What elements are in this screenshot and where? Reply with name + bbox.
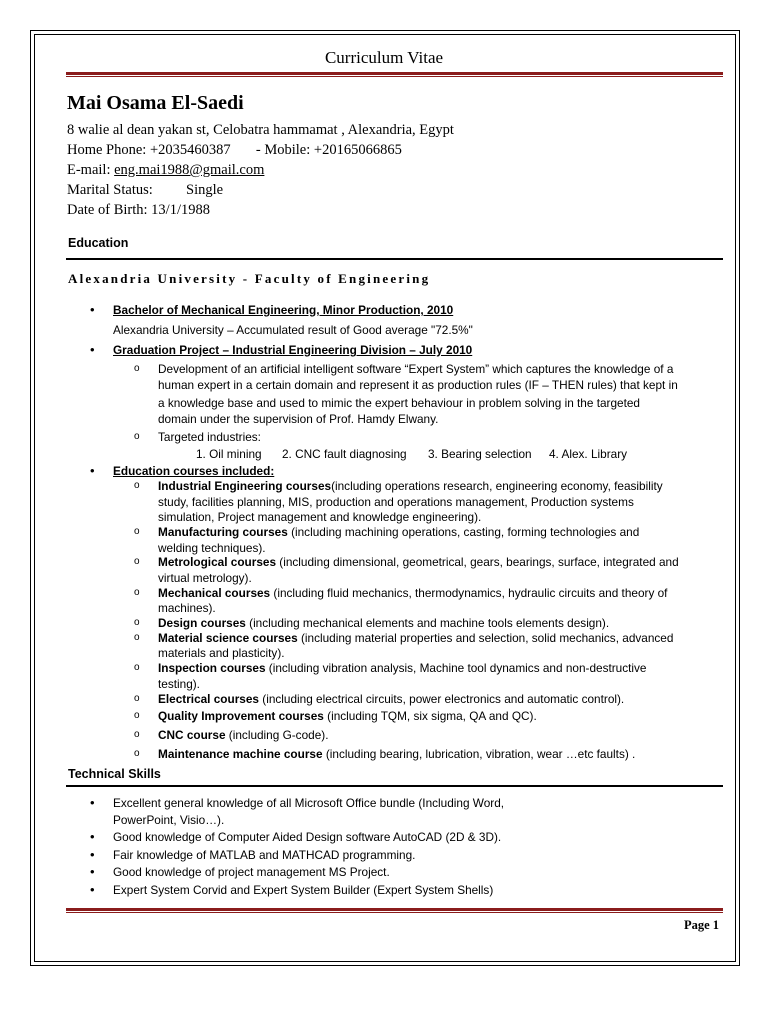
bullet-icon: •	[90, 463, 95, 478]
page-number: Page 1	[684, 918, 720, 932]
document-title: Curriculum Vitae	[324, 48, 444, 67]
course-line: welding techniques).	[158, 541, 266, 555]
project-desc-line: Development of an artificial intelligent software “Expert System” which captures the knowledge of a	[158, 362, 674, 376]
course-item: Mechanical courses (including fluid mechanics, thermodynamics, hydraulic circuits and theory of	[158, 586, 668, 600]
bullet-icon: •	[90, 795, 95, 810]
circle-bullet-icon: o	[134, 710, 140, 721]
bullet-icon: •	[90, 342, 95, 357]
footer-rule	[66, 908, 723, 913]
course-item: Design courses (including mechanical elements and machine tools elements design).	[158, 616, 610, 630]
course-item: Electrical courses (including electrical circuits, power electronics and automatic control).	[158, 692, 625, 706]
targeted-item: 3. Bearing selection	[428, 447, 532, 461]
circle-bullet-icon: o	[134, 363, 140, 374]
institution-heading: Alexandria University - Faculty of Engineering	[68, 271, 431, 286]
skills-rule	[66, 785, 723, 787]
dob-value: 13/1/1988	[151, 202, 210, 218]
course-line: testing).	[158, 677, 200, 691]
course-item: Manufacturing courses (including machining operations, casting, forming technologies and	[158, 525, 640, 539]
circle-bullet-icon: o	[134, 632, 140, 643]
project-desc-line: human expert in a certain domain and represent it as production rules (IF – THEN rules) that kept in	[158, 378, 678, 392]
marital-line	[67, 180, 454, 200]
dob-label: Date of Birth:	[67, 202, 148, 218]
course-item: Inspection courses (including vibration analysis, Machine tool dynamics and non-destructive	[158, 661, 647, 675]
skill-item: Good knowledge of Computer Aided Design software AutoCAD (2D & 3D).	[113, 830, 502, 844]
targeted-label: Targeted industries:	[158, 430, 261, 444]
courses-title: Education courses included:	[113, 464, 275, 478]
course-line: study, facilities planning, MIS, production and operations management, Production systems	[158, 495, 634, 509]
skill-item: Excellent general knowledge of all Microsoft Office bundle (Including Word,	[113, 796, 505, 810]
circle-bullet-icon: o	[134, 587, 140, 598]
course-item: Maintenance machine course (including bearing, lubrication, vibration, wear …etc faults) .	[158, 747, 636, 761]
email-link[interactable]: eng.mai1988@gmail.com	[114, 162, 265, 178]
circle-bullet-icon: o	[134, 556, 140, 567]
degree-title: Bachelor of Mechanical Engineering, Minor Production, 2010	[113, 303, 454, 317]
bullet-icon: •	[90, 882, 95, 897]
degree-detail: Alexandria University – Accumulated result of Good average "72.5%"	[113, 323, 473, 337]
home-phone-label: Home Phone:	[67, 142, 147, 158]
course-line: virtual metrology).	[158, 571, 252, 585]
marital-value: Single	[186, 182, 224, 198]
email-line	[67, 160, 454, 180]
targeted-item: 4. Alex. Library	[549, 447, 628, 461]
education-heading: Education	[68, 236, 129, 250]
bullet-icon: •	[90, 864, 95, 879]
project-title: Graduation Project – Industrial Engineering Division – July 2010	[113, 343, 473, 357]
circle-bullet-icon: o	[134, 617, 140, 628]
phone-line	[67, 140, 454, 160]
skill-line: PowerPoint, Visio…).	[113, 813, 225, 827]
marital-label: Marital Status:	[67, 182, 153, 198]
mobile-phone: +20165066865	[313, 142, 402, 158]
circle-bullet-icon: o	[134, 526, 140, 537]
targeted-item: 2. CNC fault diagnosing	[282, 447, 407, 461]
address: 8 walie al dean yakan st, Celobatra hammamat , Alexandria, Egypt	[67, 122, 454, 138]
skill-item: Expert System Corvid and Expert System Builder (Expert System Shells)	[113, 883, 494, 897]
targeted-item: 1. Oil mining	[196, 447, 262, 461]
header-rule	[66, 72, 723, 77]
circle-bullet-icon: o	[134, 729, 140, 740]
email-label: E-mail:	[67, 162, 111, 178]
bullet-icon: •	[90, 829, 95, 844]
course-item: Quality Improvement courses (including TQM, six sigma, QA and QC).	[158, 709, 537, 723]
dob-line	[67, 200, 454, 220]
bullet-icon: •	[90, 302, 95, 317]
course-line: machines).	[158, 601, 216, 615]
contact-block	[67, 120, 454, 220]
circle-bullet-icon: o	[134, 662, 140, 673]
circle-bullet-icon: o	[134, 748, 140, 759]
course-item: Metrological courses (including dimensional, geometrical, gears, bearings, surface, integrated and	[158, 555, 679, 569]
circle-bullet-icon: o	[134, 431, 140, 442]
project-desc-line: a knowledge base and used to mimic the expert behaviour in problem solving in the targeted	[158, 396, 640, 410]
course-item: Industrial Engineering courses(including operations research, engineering economy, feasibility	[158, 479, 663, 493]
skill-item: Fair knowledge of MATLAB and MATHCAD programming.	[113, 848, 416, 862]
skills-heading: Technical Skills	[68, 767, 161, 781]
course-item: CNC course (including G-code).	[158, 728, 329, 742]
mobile-label: - Mobile:	[255, 142, 311, 158]
bullet-icon: •	[90, 847, 95, 862]
course-item: Material science courses (including material properties and selection, solid mechanics, advanced	[158, 631, 674, 645]
course-line: materials and plasticity).	[158, 646, 285, 660]
circle-bullet-icon: o	[134, 480, 140, 491]
education-rule	[66, 258, 723, 260]
circle-bullet-icon: o	[134, 693, 140, 704]
candidate-name: Mai Osama El-Saedi	[67, 92, 244, 114]
home-phone: +2035460387	[149, 142, 231, 158]
project-desc-line: domain under the supervision of Prof. Hamdy Elwany.	[158, 412, 439, 426]
skill-item: Good knowledge of project management MS Project.	[113, 865, 390, 879]
course-line: simulation, Project management and knowledge engineering).	[158, 510, 482, 524]
